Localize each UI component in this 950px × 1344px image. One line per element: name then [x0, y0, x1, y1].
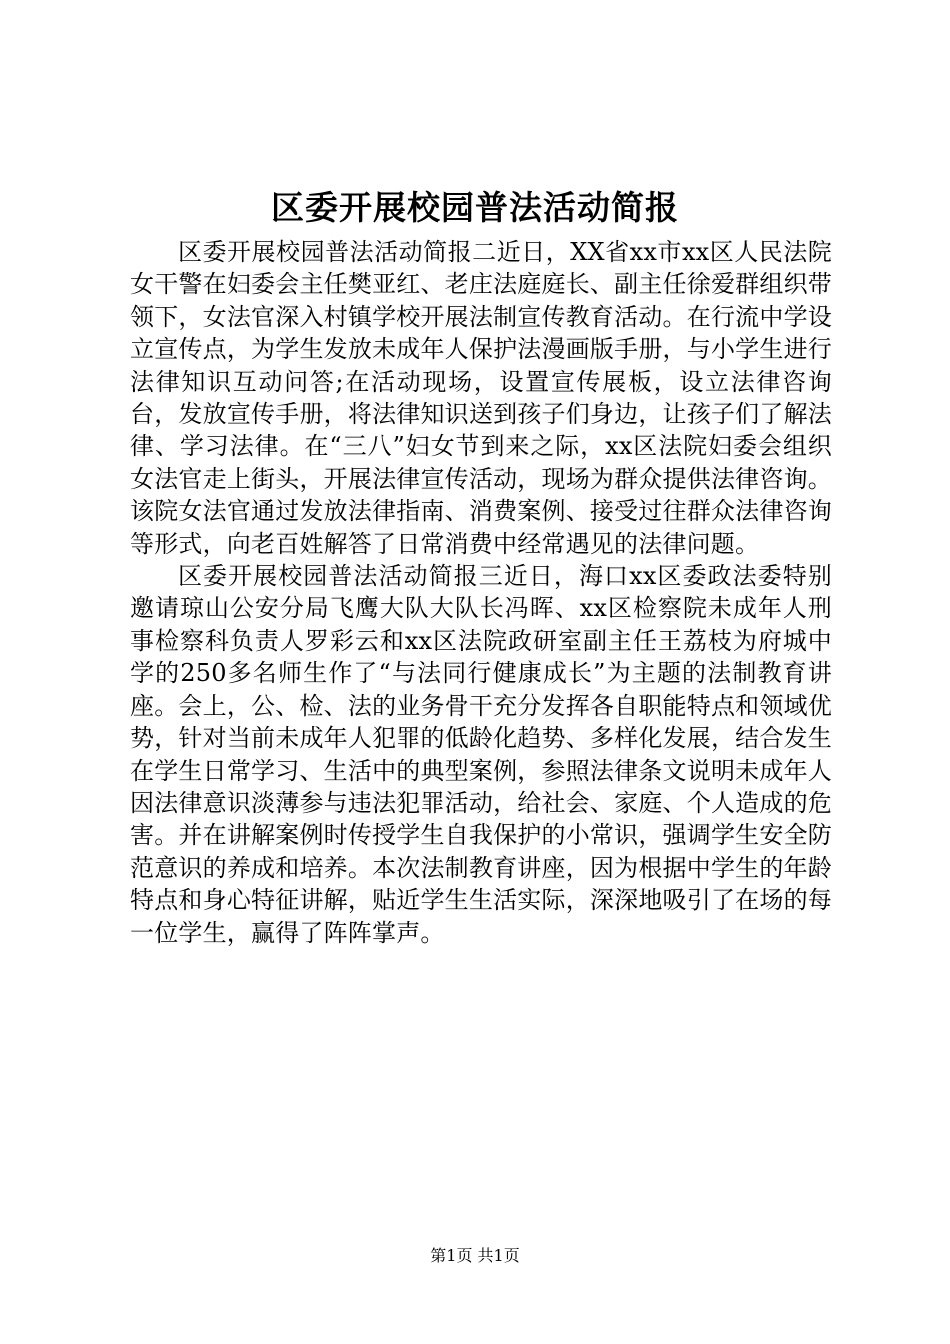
paragraph-1: 区委开展校园普法活动简报二近日，XX省xx市xx区人民法院女干警在妇委会主任樊亚红、老庄法庭庭长、副主任徐爱群组织带领下，女法官深入村镇学校开展法制宣传教育活动。在行流中学设立宣传点，为学生发放未成年人保护法漫画版手册，与小学生进行法律知识互动问答;在活动现场，设置宣传展板，设立法律咨询台，发放宣传手册，将法律知识送到孩子们身边，让孩子们了解法律、学习法律。在“三八”妇女节到来之际，xx区法院妇委会组织女法官走上街头，开展法律宣传活动，现场为群众提供法律咨询。该院女法官通过发放法律指南、消费案例、接受过往群众法律咨询等形式，向老百姓解答了日常消费中经常遇见的法律问题。	[130, 238, 832, 558]
document-title: 区委开展校园普法活动简报	[271, 188, 679, 227]
document-body	[130, 236, 832, 949]
page-footer: 第1页 共1页	[430, 1246, 520, 1265]
paragraph-2: 区委开展校园普法活动简报三近日，海口xx区委政法委特别邀请琼山公安分局飞鹰大队大队长冯晖、xx区检察院未成年人刑事检察科负责人罗彩云和xx区法院政研室副主任王荔枝为府城中学的250多名师生作了“与法同行健康成长”为主题的法制教育讲座。会上，公、检、法的业务骨干充分发挥各自职能特点和领域优势，针对当前未成年人犯罪的低龄化趋势、多样化发展，结合发生在学生日常学习、生活中的典型案例，参照法律条文说明未成年人因法律意识淡薄参与违法犯罪活动，给社会、家庭、个人造成的危害。并在讲解案例时传授学生自我保护的小常识，强调学生安全防范意识的养成和培养。本次法制教育讲座，因为根据中学生的年龄特点和身心特征讲解，贴近学生生活实际，深深地吸引了在场的每一位学生，赢得了阵阵掌声。	[130, 562, 832, 947]
